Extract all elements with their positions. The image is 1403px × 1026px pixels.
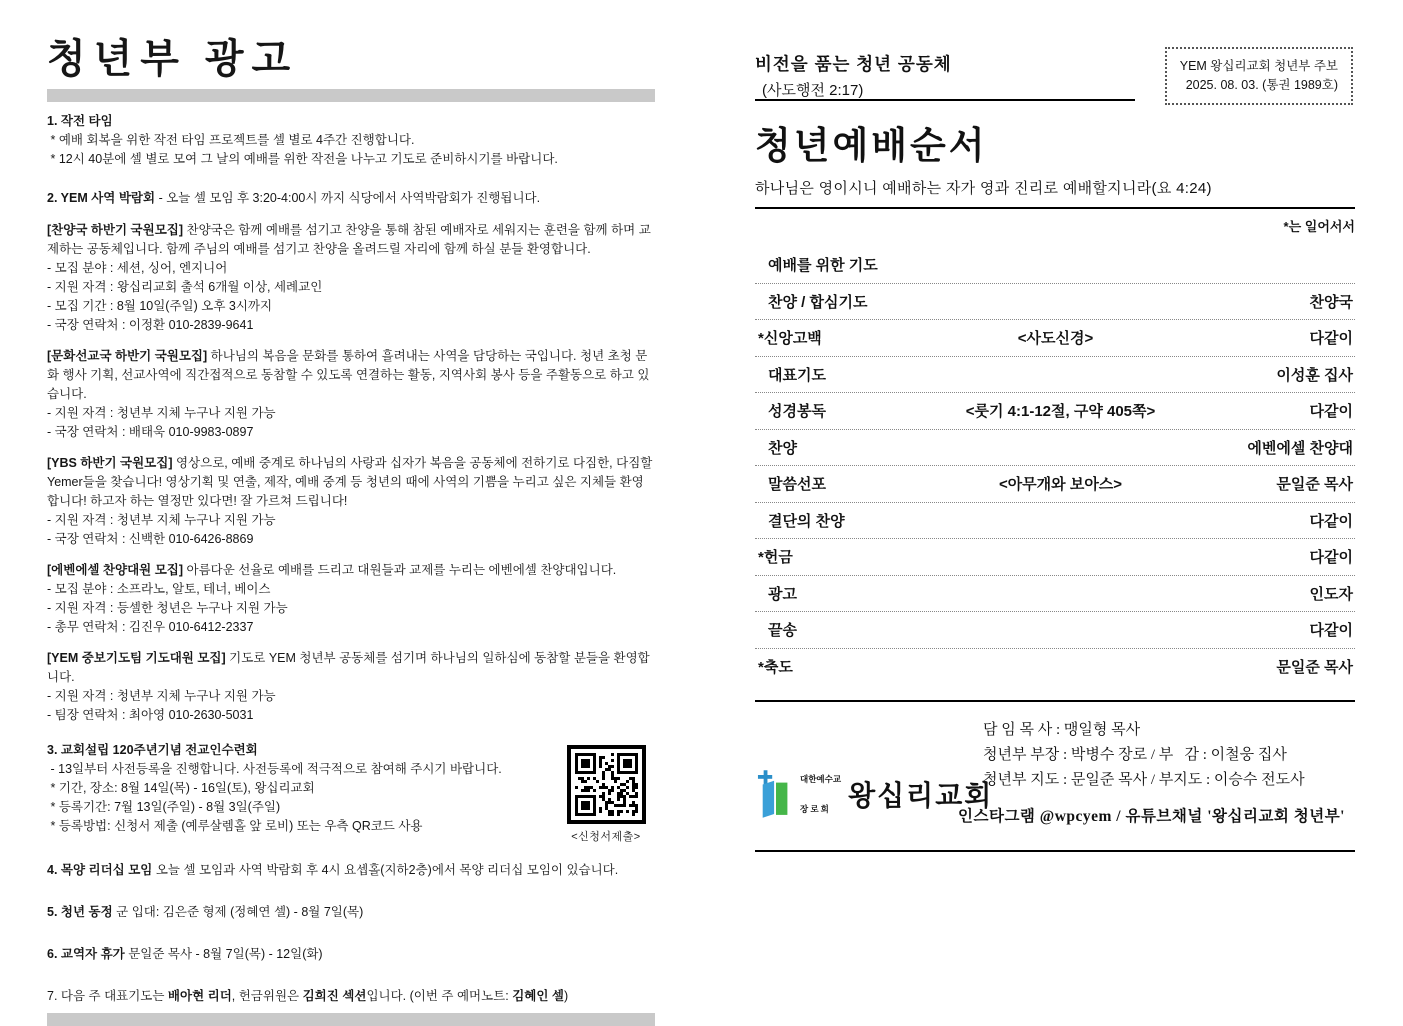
worship-order-row bbox=[755, 539, 1355, 576]
announcement-line: * 기간, 장소: 8월 14일(목) - 16일(토), 왕십리교회 bbox=[47, 781, 315, 795]
order-item-detail: <아무개와 보아스> bbox=[998, 476, 1123, 494]
announcement-line: - 모집 분야 : 세션, 싱어, 엔지니어 bbox=[47, 261, 228, 275]
order-item-label: *신앙고백 bbox=[758, 330, 822, 348]
announcement-blocks bbox=[47, 112, 655, 1006]
announcement-block-5 bbox=[47, 454, 655, 549]
order-item-label: 예배를 위한 기도 bbox=[768, 257, 878, 275]
announcement-line: - 팀장 연락처 : 최아영 010-2630-5031 bbox=[47, 708, 254, 722]
order-item-leader: 문일준 목사 bbox=[1276, 476, 1353, 494]
worship-subtitle: 하나님은 영이시니 예배하는 자가 영과 진리로 예배할지니라(요 4:24) bbox=[755, 180, 1212, 197]
denomination-line2: 장 로 회 bbox=[800, 804, 829, 814]
staff-line: 청년부 지도 : 문일준 목사 / 부지도 : 이승수 전도사 bbox=[983, 772, 1305, 788]
announcement-line: 2. YEM 사역 박람회 - 오늘 셀 모임 후 3:20-4:00시 까지 식당에서 사역박람회가 진행됩니다. bbox=[47, 191, 541, 205]
issue-line1: YEM 왕십리교회 청년부 주보 bbox=[1179, 59, 1338, 73]
announcement-line: - 국장 연락처 : 이정환 010-2839-9641 bbox=[47, 318, 254, 332]
announcement-block-6 bbox=[47, 561, 655, 637]
order-item-label: 결단의 찬양 bbox=[768, 512, 845, 530]
worship-order bbox=[755, 247, 1355, 684]
worship-order-row bbox=[755, 576, 1355, 613]
worship-order-row bbox=[755, 247, 1355, 284]
announcement-block-1 bbox=[47, 112, 655, 169]
announcement-block-11 bbox=[47, 945, 655, 964]
title-divider-bar bbox=[47, 89, 655, 102]
page-title: 청년부 광고 bbox=[47, 36, 299, 81]
denomination-line1: 대한예수교 bbox=[800, 774, 842, 784]
announcement-block-12 bbox=[47, 987, 655, 1006]
order-item-detail: <사도신경> bbox=[1017, 330, 1094, 348]
announcement-line: - 모집 분야 : 소프라노, 알토, 테너, 베이스 bbox=[47, 582, 271, 596]
announcement-block-10 bbox=[47, 903, 655, 922]
announcement-line: * 예배 회복을 위한 작전 타임 프로젝트를 셀 별로 4주간 진행합니다. bbox=[47, 133, 415, 147]
announcement-line: 3. 교회설립 120주년기념 전교인수련회 bbox=[47, 743, 258, 757]
order-item-leader: 에벤에셀 찬양대 bbox=[1247, 439, 1353, 457]
issue-info-box bbox=[1165, 47, 1353, 105]
announcement-line: [YBS 하반기 국원모집] 영상으로, 예배 중계로 하나님의 사랑과 십자가 복음을 공동체에 전하기로 다짐한, 다짐할 Yemer들을 찾습니다! 영상기획 및 연출, 제작, 예배 중계 등 청년의 때에 사역의 기쁨을 누리고 싶은 지체들 환영합니다! 하고자 하는 열정만 있다면! 잘 가르쳐 드립니다! bbox=[47, 456, 656, 508]
announcement-line: - 13일부터 사전등록을 진행합니다. 사전등록에 적극적으로 참여해 주시기 바랍니다. bbox=[47, 762, 502, 776]
order-item-leader: 다같이 bbox=[1309, 622, 1353, 640]
order-item-label: 끝송 bbox=[768, 622, 797, 640]
announcement-line: [찬양국 하반기 국원모집] 찬양국은 함께 예배를 섬기고 찬양을 통해 참된 예배자로 세워지는 훈련을 함께 하며 교제하는 공동체입니다. 함께 주님의 예배를 섬기고 찬양을 올려드릴 자리에 함께 하실 분들 환영합니다. bbox=[47, 223, 651, 256]
qr-caption: <신청서제출> bbox=[571, 831, 641, 843]
denomination-text bbox=[800, 754, 841, 834]
order-item-label: 찬양 bbox=[768, 439, 797, 457]
bottom-divider-bar bbox=[47, 1013, 655, 1026]
order-item-leader: 다같이 bbox=[1309, 549, 1353, 567]
announcement-block-2 bbox=[47, 189, 655, 208]
announcement-line: - 모집 기간 : 8월 10일(주일) 오후 3시까지 bbox=[47, 299, 273, 313]
announcement-line: * 12시 40분에 셀 별로 모여 그 날의 예배를 위한 작전을 나누고 기도로 준비하시기를 바랍니다. bbox=[47, 152, 558, 166]
worship-order-row bbox=[755, 466, 1355, 503]
worship-order-row bbox=[755, 430, 1355, 467]
order-item-label: 성경봉독 bbox=[768, 403, 826, 421]
announcement-line: 4. 목양 리더십 모임 오늘 셀 모임과 사역 박람회 후 4시 요셉홀(지하2층)에서 목양 리더십 모임이 있습니다. bbox=[47, 863, 619, 877]
order-item-leader: 다같이 bbox=[1309, 512, 1353, 530]
worship-order-row bbox=[755, 393, 1355, 430]
announcement-line: 5. 청년 동정 군 입대: 김은준 형제 (정혜연 셀) - 8월 7일(목) bbox=[47, 905, 364, 919]
qr-code bbox=[567, 745, 646, 824]
announcements-page bbox=[47, 36, 655, 1026]
announcement-line: 7. 다음 주 대표기도는 배아현 리더, 헌금위원은 김희진 섹션입니다. (이번 주 예머노트: 김혜인 셀) bbox=[47, 989, 569, 1003]
staff-line: 청년부 부장 : 박병수 장로 / 부 감 : 이철웅 집사 bbox=[983, 747, 1287, 763]
motto-reference: (사도행전 2:17) bbox=[762, 82, 864, 99]
announcement-line: - 국장 연락처 : 신백한 010-6426-8869 bbox=[47, 532, 254, 546]
announcement-block-3 bbox=[47, 221, 655, 335]
order-item-leader: 인도자 bbox=[1309, 585, 1353, 603]
page-footer bbox=[755, 702, 1355, 852]
order-item-label: 말씀선포 bbox=[768, 476, 826, 494]
announcement-block-8 bbox=[47, 741, 655, 845]
order-item-leader: 이성훈 집사 bbox=[1276, 366, 1353, 384]
announcement-line: - 지원 자격 : 청년부 지체 누구나 지원 가능 bbox=[47, 406, 276, 420]
qr-block bbox=[563, 745, 649, 847]
order-item-label: 대표기도 bbox=[768, 366, 826, 384]
worship-order-row bbox=[755, 503, 1355, 540]
announcement-line: - 국장 연락처 : 배태욱 010-9983-0897 bbox=[47, 425, 254, 439]
church-logo bbox=[757, 754, 993, 834]
motto-block bbox=[755, 45, 1135, 101]
announcement-line: * 등록기간: 7월 13일(주일) - 8월 3일(주일) bbox=[47, 800, 281, 814]
order-item-leader: 다같이 bbox=[1309, 330, 1353, 348]
order-item-leader: 찬양국 bbox=[1309, 293, 1353, 311]
announcement-line: - 지원 자격 : 등셀한 청년은 누구나 지원 가능 bbox=[47, 601, 288, 615]
header-rule bbox=[755, 207, 1355, 209]
standing-note: *는 일어서서 bbox=[1283, 219, 1355, 234]
motto-text: 비전을 품는 청년 공동체 bbox=[755, 54, 952, 74]
sns-line: 인스타그램 @wpcyem / 유튜브채널 '왕십리교회 청년부' bbox=[958, 808, 1345, 825]
announcement-block-4 bbox=[47, 347, 655, 442]
order-item-label: 광고 bbox=[768, 585, 797, 603]
worship-order-row bbox=[755, 284, 1355, 321]
page-header bbox=[755, 45, 1355, 105]
order-item-label: *축도 bbox=[758, 658, 793, 676]
announcement-line: - 지원 자격 : 왕십리교회 출석 6개월 이상, 세례교인 bbox=[47, 280, 323, 294]
order-item-detail: <룻기 4:1-12절, 구약 405쪽> bbox=[965, 403, 1156, 421]
announcement-block-9 bbox=[47, 861, 655, 880]
order-item-label: *헌금 bbox=[758, 549, 793, 567]
staff-line: 담 임 목 사 : 맹일형 목사 bbox=[983, 722, 1141, 738]
worship-order-row bbox=[755, 649, 1355, 685]
worship-order-row bbox=[755, 357, 1355, 394]
worship-order-row bbox=[755, 320, 1355, 357]
announcement-line: [문화선교국 하반기 국원모집] 하나님의 복음을 문화를 통하여 흘려내는 사역을 담당하는 국입니다. 청년 초청 문화 행사 기획, 선교사역에 직간접적으로 동참할 수 있도록 연결하는 활동, 지역사회 봉사 등을 주활동으로 하고 있습니다. bbox=[47, 349, 650, 401]
announcement-block-7 bbox=[47, 649, 655, 725]
announcement-line: 6. 교역자 휴가 문일준 목사 - 8월 7일(목) - 12일(화) bbox=[47, 947, 323, 961]
announcement-line: 1. 작전 타임 bbox=[47, 114, 113, 128]
announcement-line: - 총무 연락처 : 김진우 010-6412-2337 bbox=[47, 620, 254, 634]
announcement-line: - 지원 자격 : 청년부 지체 누구나 지원 가능 bbox=[47, 689, 276, 703]
announcement-line: [에벤에셀 찬양대원 모집] 아름다운 선율로 예배를 드리고 대원들과 교제를 누리는 에벤에셀 찬양대입니다. bbox=[47, 563, 617, 577]
announcement-line: * 등록방법: 신청서 제출 (예루살렘홀 앞 로비) 또는 우측 QR코드 사용 bbox=[47, 819, 423, 833]
announcement-line: - 지원 자격 : 청년부 지체 누구나 지원 가능 bbox=[47, 513, 276, 527]
church-logo-icon bbox=[757, 770, 795, 818]
order-item-leader: 다같이 bbox=[1309, 403, 1353, 421]
worship-order-page bbox=[755, 45, 1355, 852]
church-name: 왕십리교회 bbox=[848, 781, 994, 812]
issue-line2: 2025. 08. 03. (통권 1989호) bbox=[1185, 78, 1338, 92]
worship-order-row bbox=[755, 612, 1355, 649]
announcement-line: [YEM 중보기도팀 기도대원 모집] 기도로 YEM 청년부 공동체를 섬기며 하나님의 일하심에 동참할 분들을 환영합니다. bbox=[47, 651, 650, 684]
worship-title: 청년예배순서 bbox=[755, 125, 988, 166]
order-item-leader: 문일준 목사 bbox=[1276, 658, 1353, 676]
staff-list bbox=[983, 702, 1355, 793]
order-item-label: 찬양 / 합심기도 bbox=[768, 293, 868, 311]
